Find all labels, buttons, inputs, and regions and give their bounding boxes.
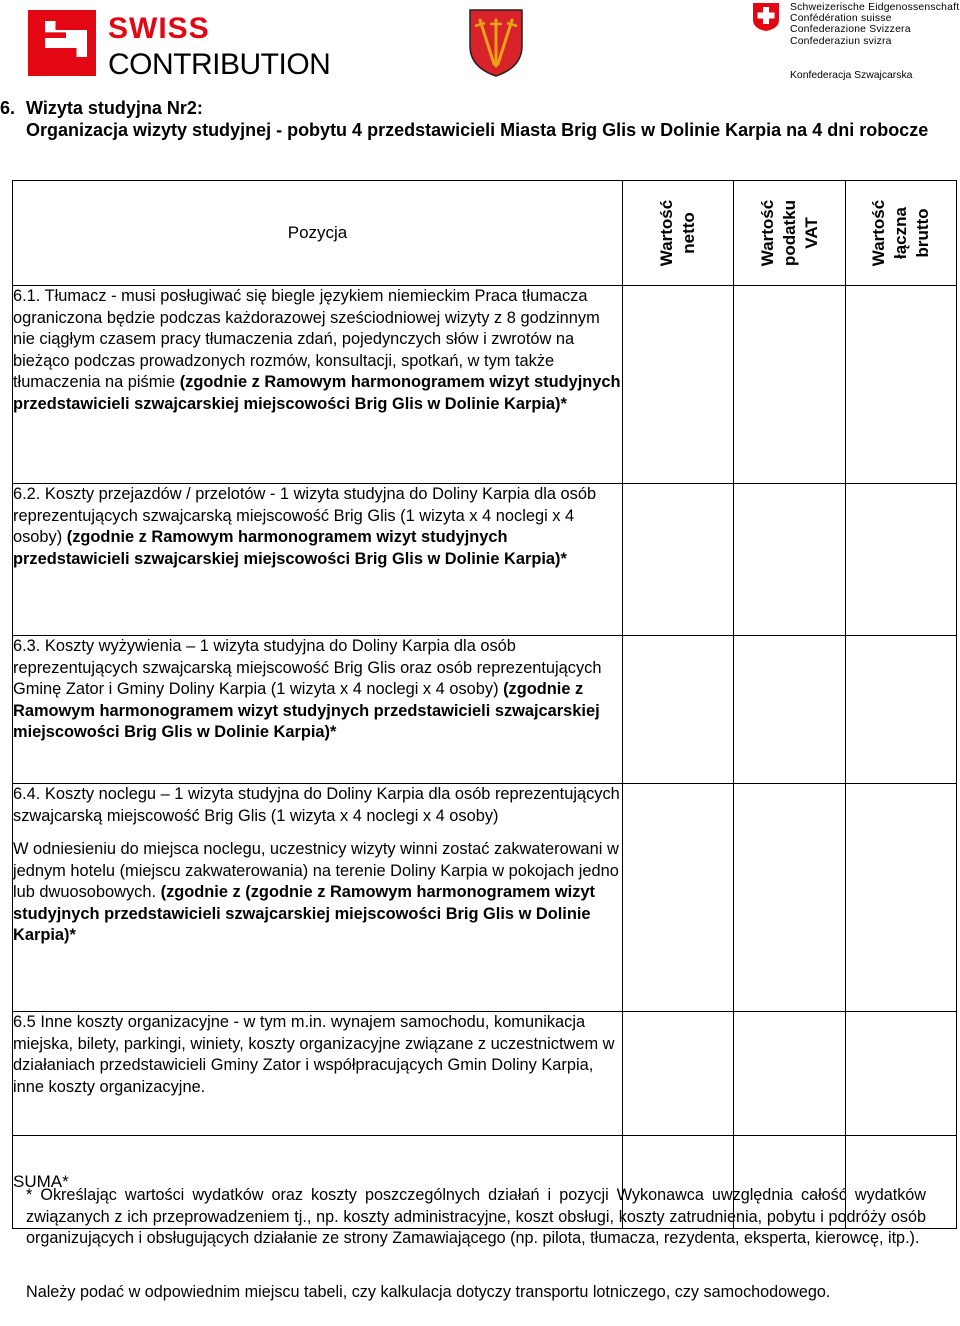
cell-net[interactable]	[623, 636, 734, 784]
header-net	[623, 181, 734, 286]
row-bold-text: (zgodnie z Ramowym harmonogramem wizyt studyjnych przedstawicieli szwajcarskiej miejscowości Brig Glis w Dolinie Karpia)*	[13, 680, 600, 741]
section-title-line-1: Wizyta studyjna Nr2:	[26, 98, 203, 118]
swiss-cross-icon	[752, 2, 780, 32]
table-row	[13, 286, 957, 484]
confed-line-rm: Confederaziun svizra	[790, 35, 892, 47]
sum-label: SUMA*	[13, 1136, 623, 1229]
table-row	[13, 784, 957, 1012]
cell-gross[interactable]	[846, 1012, 957, 1136]
table-row	[13, 1012, 957, 1136]
cell-gross[interactable]	[846, 286, 957, 484]
row-description	[13, 286, 623, 484]
row-description	[13, 636, 623, 784]
swiss-contribution-flag-icon	[28, 10, 96, 76]
cell-gross[interactable]	[846, 784, 957, 1012]
confed-line-pl: Konfederacja Szwajcarska	[790, 70, 913, 81]
footnote-2: Należy podać w odpowiednim miejscu tabeli, czy kalkulacja dotyczy transportu lotniczego, czy samochodowego.	[26, 1283, 831, 1301]
row-description	[13, 784, 623, 1012]
header-vat-label: Wartość podatku VAT	[757, 199, 821, 267]
cell-vat[interactable]	[734, 636, 846, 784]
row-bold-text: (zgodnie z Ramowym harmonogramem wizyt studyjnych przedstawicieli szwajcarskiej miejscowości Brig Glis w Dolinie Karpia)*	[13, 528, 567, 568]
table-row	[13, 636, 957, 784]
row-text: 6.5 Inne koszty organizacyjne - w tym m.in. wynajem samochodu, komunikacja miejska, bilety, parkingi, winiety, koszty organizacyjne związane z uczestnictwem w działaniach przedstawicieli Gminy Zator i współpracujących Gmin Doliny Karpia, inne koszty organizacyjne.	[13, 1013, 615, 1096]
cell-net[interactable]	[623, 784, 734, 1012]
section-title	[0, 98, 946, 141]
row-text: 6.2. Koszty przejazdów / przelotów - 1 wizyta studyjna do Doliny Karpia dla osób reprezentujących szwajcarską miejscowość Brig Glis (1 wizyta x 4 noclegi x 4 osoby)	[13, 485, 597, 546]
swiss-logo-word-1: SWISS	[108, 12, 210, 45]
cell-vat[interactable]	[734, 286, 846, 484]
cell-vat[interactable]	[734, 1012, 846, 1136]
confed-line-de: Schweizerische Eidgenossenschaft	[790, 2, 960, 13]
row-bold-text: (zgodnie z (zgodnie z Ramowym harmonogramem wizyt studyjnych przedstawicieli szwajcarskiej miejscowości Brig Glis w Dolinie Karpia)*	[13, 883, 596, 944]
header-position: Pozycja	[13, 181, 623, 286]
row-text: 6.1. Tłumacz - musi posługiwać się biegle językiem niemieckim Praca tłumacza ograniczona będzie podczas każdorazowej sześciodniowej wizyty z 8 godzinnym nie ciągłym czasem pracy tłumaczenia zdań, pojedynczych słów i zwrotów na bieżąco podczas prowadzonych rozmów, konsultacji, spotkań, w tym także tłumaczenia na piśmie	[13, 287, 600, 391]
confederation-names	[790, 2, 959, 47]
confed-line-it: Confederazione Svizzera	[790, 24, 911, 36]
swiss-contribution-logo	[28, 10, 348, 80]
cell-net[interactable]	[623, 484, 734, 636]
cell-gross[interactable]	[846, 636, 957, 784]
swiss-confederation-logo	[752, 2, 960, 84]
table-header-row	[13, 181, 957, 286]
cell-gross[interactable]	[846, 484, 957, 636]
header-vat	[734, 181, 846, 286]
footnote-1: * Określając wartości wydatków oraz koszty poszczególnych działań i pozycji Wykonawca uwzględnia całość wydatków związanych z ich przeprowadzeniem tj., np. koszty administracyjne, koszt obsługi, koszty zatrudnienia, pobytu i podróży osób organizujących i obsługujących działanie ze strony Zamawiającego (np. pilota, tłumacza, rezydenta, eksperta, kierowcę, itp.).	[26, 1186, 926, 1247]
header-gross-label: Wartość łączna brutto	[869, 199, 932, 267]
header-gross	[846, 181, 957, 286]
header-net-label: Wartość netto	[657, 199, 698, 267]
row-text-2-plain: W odniesieniu do miejsca noclegu, uczestnicy wizyty winni zostać zakwaterowani w jednym hotelu (miejscu zakwaterowania) na terenie Doliny Karpia w pokojach jedno lub dwuosobowych.	[13, 840, 619, 901]
page-header	[0, 0, 960, 90]
coat-of-arms-icon	[466, 6, 526, 78]
row-text: 6.4. Koszty noclegu – 1 wizyta studyjna do Doliny Karpia dla osób reprezentujących szwajcarską miejscowość Brig Glis (1 wizyta x 4 noclegi x 4 osoby)	[13, 785, 620, 825]
cell-vat[interactable]	[734, 784, 846, 1012]
row-bold-text: (zgodnie z Ramowym harmonogramem wizyt studyjnych przedstawicieli szwajcarskiej miejscowości Brig Glis w Dolinie Karpia)*	[13, 373, 621, 413]
cell-net[interactable]	[623, 286, 734, 484]
cost-table	[12, 180, 957, 1229]
section-title-line-2: Organizacja wizyty studyjnej - pobytu 4 przedstawicieli Miasta Brig Glis w Dolinie Karpia na 4 dni robocze	[26, 119, 929, 140]
row-description	[13, 484, 623, 636]
row-description	[13, 1012, 623, 1136]
row-text-2	[13, 839, 622, 947]
swiss-logo-word-2: CONTRIBUTION	[108, 48, 331, 81]
table-row	[13, 484, 957, 636]
row-text: 6.3. Koszty wyżywienia – 1 wizyta studyjna do Doliny Karpia dla osób reprezentujących szwajcarską miejscowość Brig Glis oraz osób reprezentujących Gminę Zator i Gminy Doliny Karpia (1 wizyta x 4 noclegi x 4 osoby)	[13, 637, 602, 698]
cell-net[interactable]	[623, 1012, 734, 1136]
confed-line-fr: Confédération suisse	[790, 13, 892, 25]
section-number: 6.	[0, 98, 16, 118]
cell-vat[interactable]	[734, 484, 846, 636]
